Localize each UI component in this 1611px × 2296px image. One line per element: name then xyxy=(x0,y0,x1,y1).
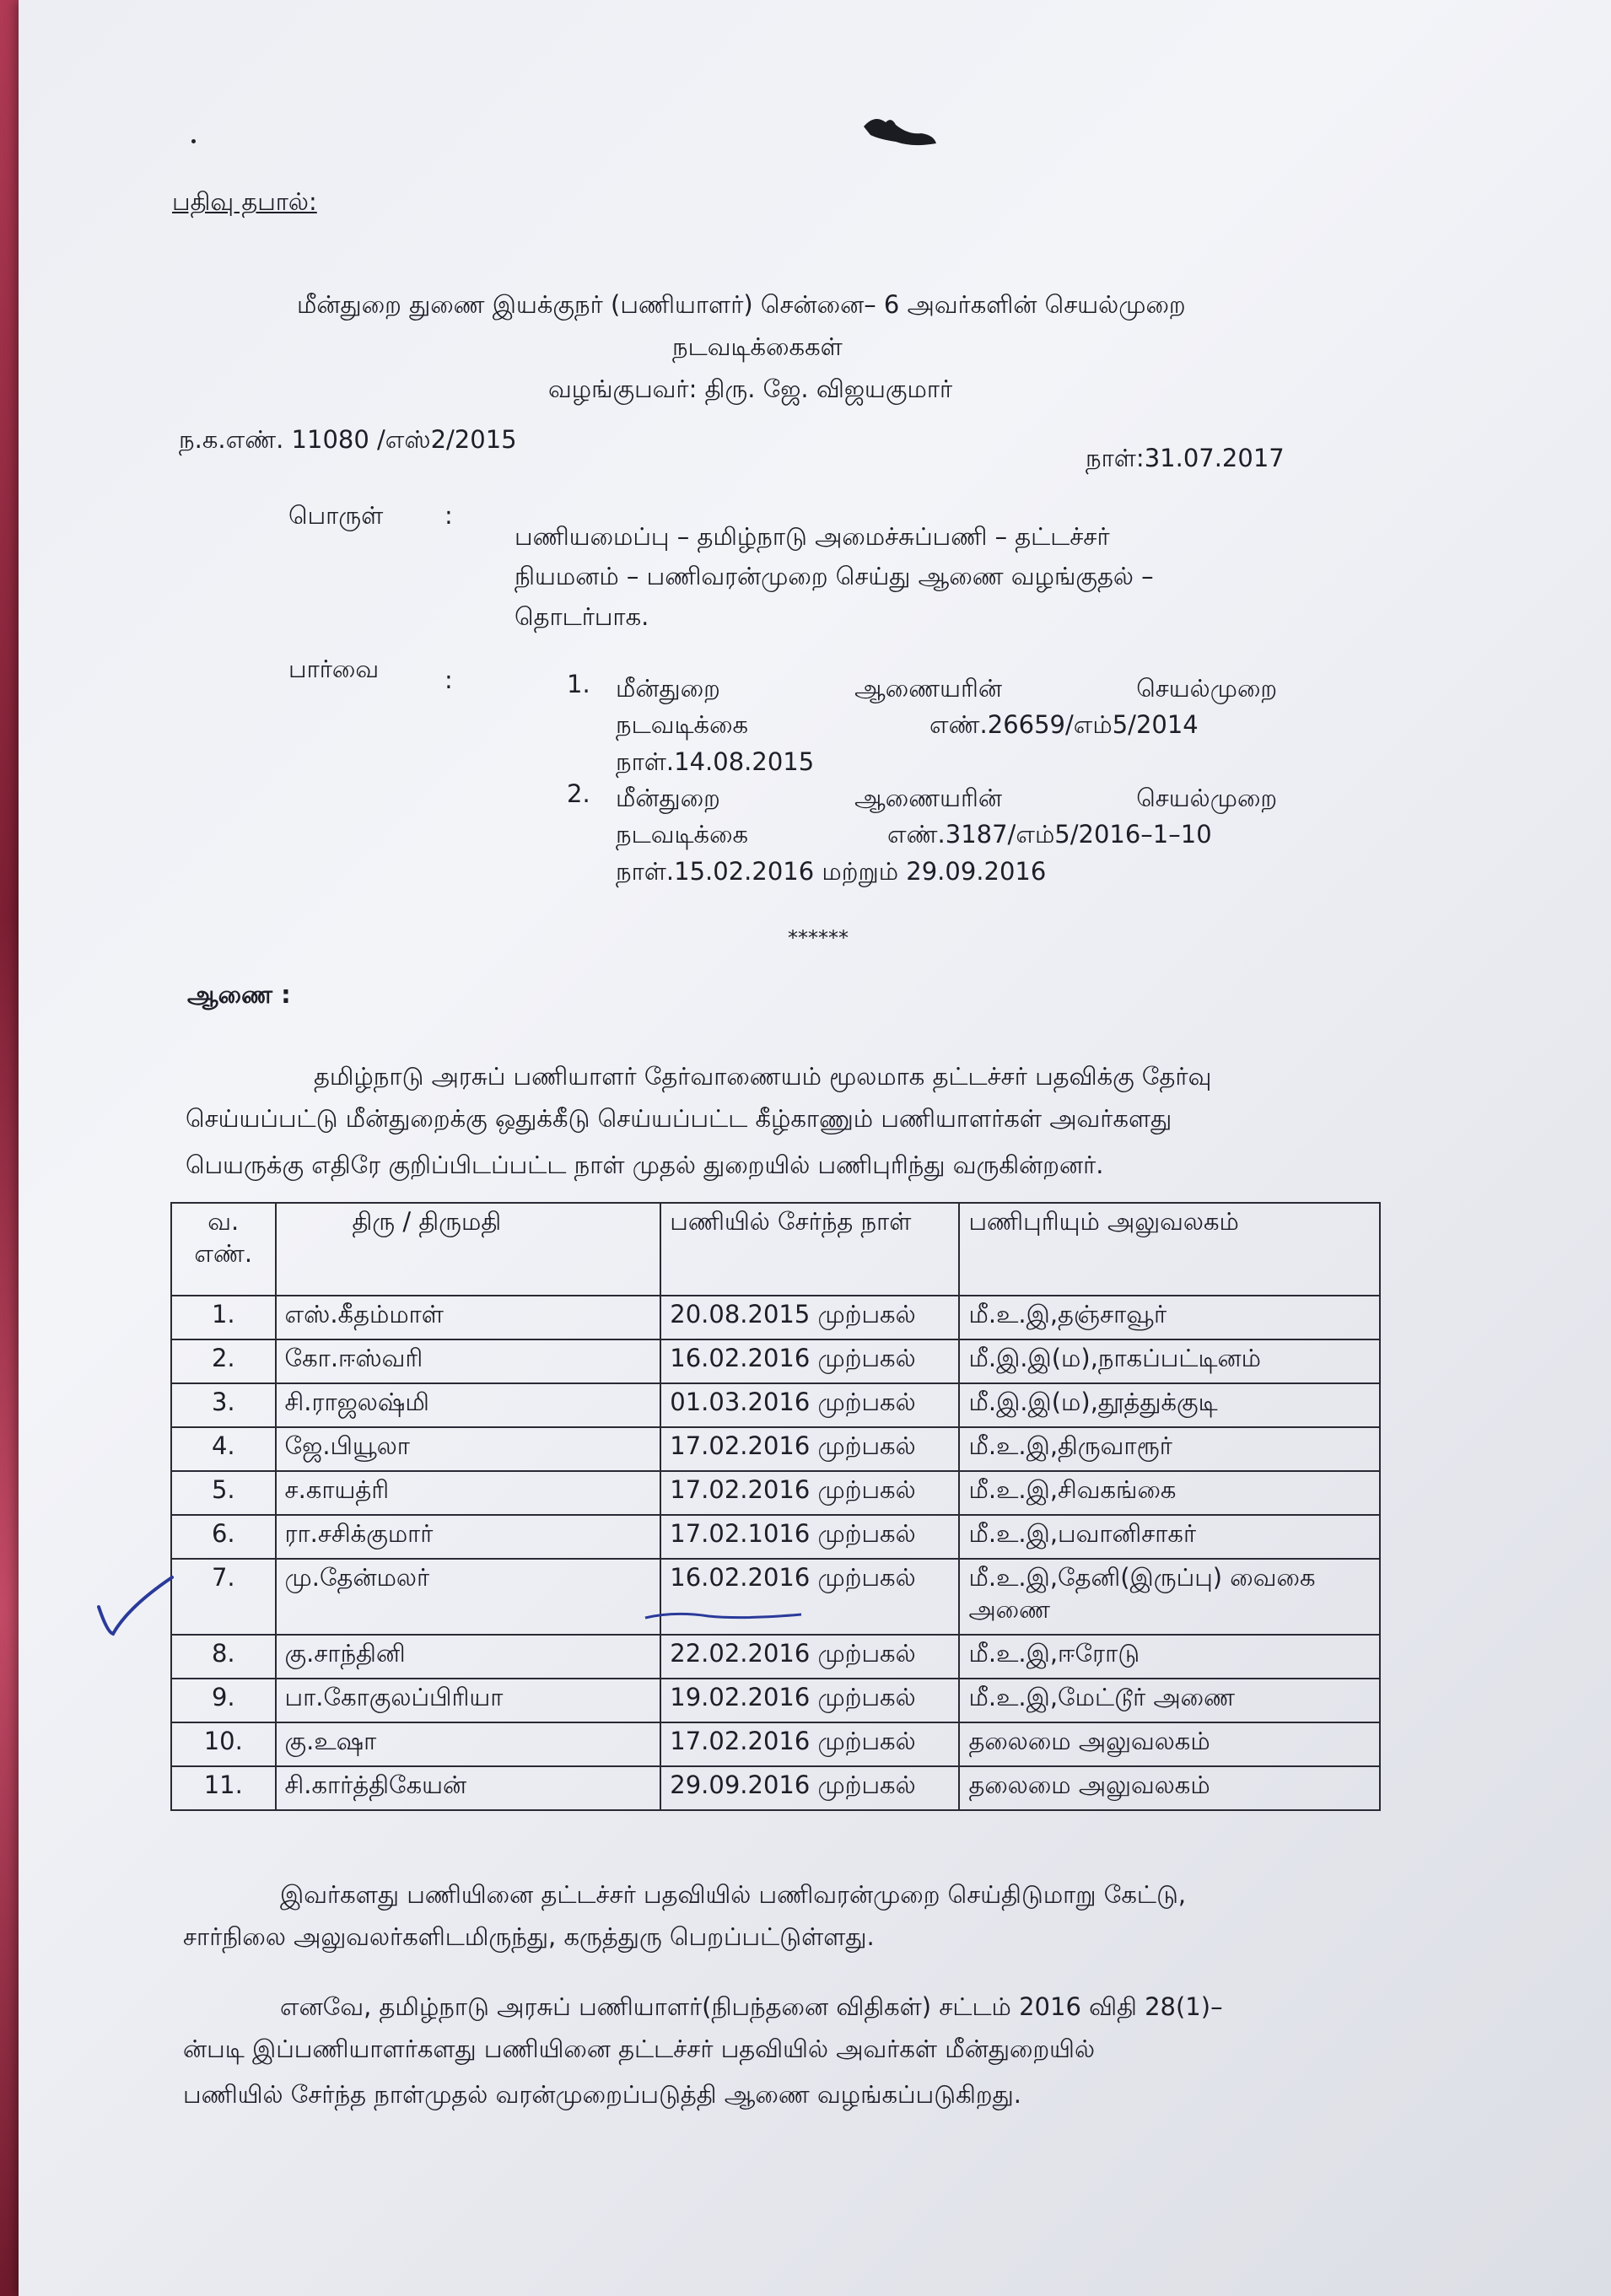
registered-post-label: பதிவு தபால்: xyxy=(172,187,317,216)
cell-office: மீ.உ.இ,மேட்டூர் அணை xyxy=(959,1679,1380,1722)
cell-serial: 1. xyxy=(171,1296,276,1339)
reference-1-line1 xyxy=(616,671,1278,706)
cell-office: மீ.உ.இ,சிவகங்கை xyxy=(959,1471,1380,1515)
closing-para2-line2: சார்நிலை அலுவலர்களிடமிருந்து, கருத்துரு பெறப்பட்டுள்ளது. xyxy=(183,1922,875,1951)
cell-joining-date: 17.02.2016 முற்பகல் xyxy=(660,1427,959,1471)
reference-label: பார்வை xyxy=(288,655,380,683)
handwritten-check-mark xyxy=(94,1573,179,1641)
cell-office: மீ.உ.இ,பவானிசாகர் xyxy=(959,1515,1380,1559)
table-body xyxy=(171,1296,1380,1810)
table-row xyxy=(171,1722,1380,1766)
order-para1-line2: செய்யப்பட்டு மீன்துறைக்கு ஒதுக்கீடு செய்யப்பட்ட கீழ்காணும் பணியாளர்கள் அவர்களது xyxy=(186,1104,1172,1133)
closing-para3-line3: பணியில் சேர்ந்த நாள்முதல் வரன்முறைப்படுத்தி ஆணை வழங்கப்படுகிறது. xyxy=(183,2080,1021,2109)
table-row xyxy=(171,1679,1380,1722)
cell-office: மீ.உ.இ,திருவாரூர் xyxy=(959,1427,1380,1471)
document-page xyxy=(19,0,1611,2296)
subject-line1: பணியமைப்பு – தமிழ்நாடு அமைச்சுப்பணி – தட்டச்சர் xyxy=(515,522,1110,551)
cell-serial: 8. xyxy=(171,1635,276,1679)
reference-1-line3: நாள்.14.08.2015 xyxy=(616,747,815,776)
cell-office: தலைமை அலுவலகம் xyxy=(959,1766,1380,1810)
cell-name: சி.கார்த்திகேயன் xyxy=(276,1766,661,1810)
reference-colon: : xyxy=(445,666,453,694)
subject-label: பொருள் xyxy=(288,501,384,530)
table-header-row xyxy=(171,1203,1380,1296)
handwritten-pen-underline xyxy=(641,1609,810,1626)
office-heading-line1: மீன்துறை துணை இயக்குநர் (பணியாளர்) சென்னை– 6 அவர்களின் செயல்முறை xyxy=(297,290,1186,319)
cell-office: மீ.இ.இ(ம),தூத்துக்குடி xyxy=(959,1383,1380,1427)
cell-serial: 10. xyxy=(171,1722,276,1766)
subject-line3: தொடர்பாக. xyxy=(515,602,649,631)
cell-office: மீ.உ.இ,தஞ்சாவூர் xyxy=(959,1296,1380,1339)
closing-para3-line2: ன்படி இப்பணியாளர்களது பணியினை தட்டச்சர் பதவியில் அவர்கள் மீன்துறையில் xyxy=(183,2035,1096,2063)
employee-table xyxy=(170,1202,1381,1811)
cell-name: கு.உஷா xyxy=(276,1722,661,1766)
header-office: பணிபுரியும் அலுவலகம் xyxy=(959,1203,1380,1296)
reference-number: ந.க.எண். 11080 /எஸ்2/2015 xyxy=(179,425,517,454)
reference-2-line1 xyxy=(616,780,1277,816)
cell-serial: 5. xyxy=(171,1471,276,1515)
ink-blot-mark xyxy=(862,110,938,152)
cell-name: ஜே.பியூலா xyxy=(276,1427,661,1471)
table-row xyxy=(171,1766,1380,1810)
table-row xyxy=(171,1427,1380,1471)
cell-name: மு.தேன்மலர் xyxy=(276,1559,661,1635)
table-row xyxy=(171,1339,1380,1383)
reference-2-number: 2. xyxy=(567,779,590,808)
cell-joining-date: 17.02.2016 முற்பகல் xyxy=(660,1722,959,1766)
table-row xyxy=(171,1471,1380,1515)
reference-2-line3: நாள்.15.02.2016 மற்றும் 29.09.2016 xyxy=(616,857,1047,886)
header-joining-date: பணியில் சேர்ந்த நாள் xyxy=(660,1203,959,1296)
table-row xyxy=(171,1635,1380,1679)
ink-dot xyxy=(191,139,196,143)
issued-by: வழங்குபவர்: திரு. ஜே. விஜயகுமார் xyxy=(548,375,953,403)
cell-joining-date: 17.02.1016 முற்பகல் xyxy=(660,1515,959,1559)
table-row xyxy=(171,1515,1380,1559)
cell-joining-date: 19.02.2016 முற்பகல் xyxy=(660,1679,959,1722)
cell-name: கு.சாந்தினி xyxy=(276,1635,661,1679)
reference-1-line1-text: மீன்துறை ஆணையரின் செயல்முறை xyxy=(616,674,1278,703)
cell-name: எஸ்.கீதம்மாள் xyxy=(276,1296,661,1339)
order-para1-line3: பெயருக்கு எதிரே குறிப்பிடப்பட்ட நாள் முதல் துறையில் பணிபுரிந்து வருகின்றனர். xyxy=(186,1151,1104,1179)
cell-name: கோ.ஈஸ்வரி xyxy=(276,1339,661,1383)
closing-para2-line1: இவர்களது பணியினை தட்டச்சர் பதவியில் பணிவரன்முறை செய்திடுமாறு கேட்டு, xyxy=(280,1880,1187,1909)
subject-line2: நியமனம் – பணிவரன்முறை செய்து ஆணை வழங்குதல் – xyxy=(515,562,1154,590)
cell-joining-date: 20.08.2015 முற்பகல் xyxy=(660,1296,959,1339)
reference-1-number: 1. xyxy=(567,670,590,698)
subject-colon: : xyxy=(445,501,453,530)
cell-joining-date: 22.02.2016 முற்பகல் xyxy=(660,1635,959,1679)
cell-joining-date: 01.03.2016 முற்பகல் xyxy=(660,1383,959,1427)
cell-name: ரா.சசிக்குமார் xyxy=(276,1515,661,1559)
cell-serial: 7. xyxy=(171,1559,276,1635)
cell-serial: 4. xyxy=(171,1427,276,1471)
reference-2-line2-left: நடவடிக்கை xyxy=(616,820,749,849)
cell-office: தலைமை அலுவலகம் xyxy=(959,1722,1380,1766)
reference-1-line2-left: நடவடிக்கை xyxy=(616,710,749,739)
table-row xyxy=(171,1383,1380,1427)
reference-2-line1-text: மீன்துறை ஆணையரின் செயல்முறை xyxy=(616,784,1278,812)
cell-office: மீ.உ.இ,ஈரோடு xyxy=(959,1635,1380,1679)
cell-office: மீ.உ.இ,தேனி(இருப்பு) வைகை அணை xyxy=(959,1559,1380,1635)
cell-name: சி.ராஜலஷ்மி xyxy=(276,1383,661,1427)
cell-serial: 11. xyxy=(171,1766,276,1810)
cell-joining-date: 29.09.2016 முற்பகல் xyxy=(660,1766,959,1810)
office-heading-line2: நடவடிக்கைகள் xyxy=(672,332,843,361)
order-para1-line1: தமிழ்நாடு அரசுப் பணியாளர் தேர்வாணையம் மூலமாக தட்டச்சர் பதவிக்கு தேர்வு xyxy=(314,1062,1212,1091)
closing-para3-line1: எனவே, தமிழ்நாடு அரசுப் பணியாளர்(நிபந்தனை விதிகள்) சட்டம் 2016 விதி 28(1)– xyxy=(280,1992,1223,2021)
order-date: நாள்:31.07.2017 xyxy=(1086,444,1285,472)
cell-joining-date: 17.02.2016 முற்பகல் xyxy=(660,1471,959,1515)
cell-office: மீ.இ.இ(ம),நாகப்பட்டினம் xyxy=(959,1339,1380,1383)
order-label: ஆணை : xyxy=(187,980,291,1009)
cell-serial: 6. xyxy=(171,1515,276,1559)
separator-stars: ****** xyxy=(788,926,849,950)
cell-name: ச.காயத்ரி xyxy=(276,1471,661,1515)
reference-1-line2-right: எண்.26659/எம்5/2014 xyxy=(929,710,1199,739)
cell-joining-date: 16.02.2016 முற்பகல் xyxy=(660,1559,959,1635)
table-row xyxy=(171,1296,1380,1339)
cell-serial: 2. xyxy=(171,1339,276,1383)
cell-name: பா.கோகுலப்பிரியா xyxy=(276,1679,661,1722)
header-serial: வ. எண். xyxy=(171,1203,276,1296)
cell-serial: 3. xyxy=(171,1383,276,1427)
header-name: திரு / திருமதி xyxy=(276,1203,661,1296)
reference-2-line2-right: எண்.3187/எம்5/2016–1–10 xyxy=(887,820,1212,849)
cell-serial: 9. xyxy=(171,1679,276,1722)
cell-joining-date: 16.02.2016 முற்பகல் xyxy=(660,1339,959,1383)
